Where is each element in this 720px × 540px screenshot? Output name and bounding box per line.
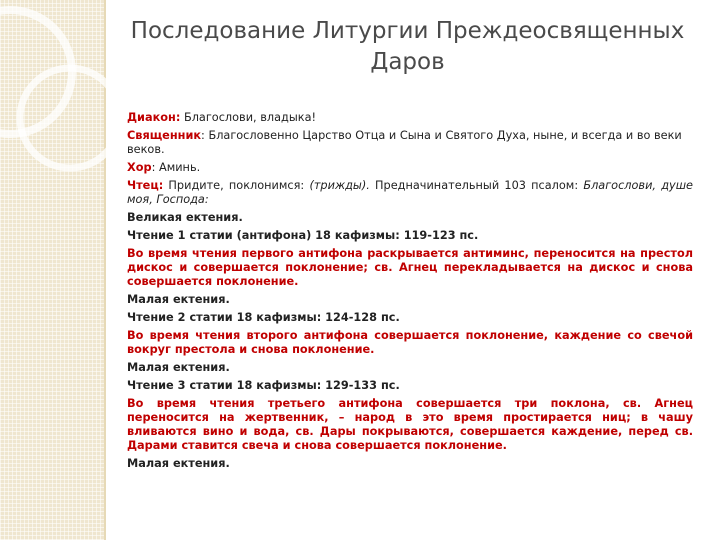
title-line-2: Даров bbox=[370, 49, 445, 75]
reader-trizhdy: (трижды). bbox=[309, 179, 370, 192]
line-reader bbox=[127, 179, 693, 207]
slide-title bbox=[120, 16, 695, 78]
rubric-2: Во время чтения второго антифона совершается поклонение, каждение со свечой вокруг престола и снова поклонение. bbox=[127, 329, 693, 356]
speaker-priest: Священник bbox=[127, 129, 202, 142]
reader-psalm-incipit: Благослови, душе моя, Господа: bbox=[127, 179, 693, 206]
great-litany: Великая ектения. bbox=[127, 211, 243, 224]
choir-text: : Аминь. bbox=[151, 161, 201, 174]
priest-text: : Благословенно Царство Отца и Сына и Святого Духа, ныне, и всегда и во веки веков. bbox=[127, 129, 682, 156]
reader-text-1: Придите, поклонимся: bbox=[163, 179, 310, 192]
line-deacon bbox=[127, 111, 693, 125]
rubric-3-red: Во время чтения третьего антифона совершается три поклона, св. Агнец переносится на жертвенник, – bbox=[127, 397, 693, 424]
reading-2: Чтение 2 статии 18 кафизмы: 124-128 пс. bbox=[127, 311, 400, 324]
speaker-deacon: Диакон: bbox=[127, 111, 181, 124]
liturgy-text bbox=[127, 111, 693, 475]
reading-1: Чтение 1 статии (антифона) 18 кафизмы: 119-123 пс. bbox=[127, 229, 479, 242]
decorative-circles bbox=[0, 0, 120, 200]
reading-3: Чтение 3 статии 18 кафизмы: 129-133 пс. bbox=[127, 379, 400, 392]
small-litany-1: Малая ектения. bbox=[127, 293, 230, 306]
speaker-reader: Чтец: bbox=[127, 179, 164, 192]
small-litany-2: Малая ектения. bbox=[127, 361, 230, 374]
reader-text-2: Предначинательный 103 псалом: bbox=[369, 179, 584, 192]
rubric-3-rest: народ в это время простирается ниц; в чашу вливаются вино и вода, св. Дары покрываются, совершается каждение, перед св. Дарами ставится свеча и снова совершается поклонение. bbox=[127, 411, 693, 452]
small-litany-3: Малая ектения. bbox=[127, 457, 230, 470]
rubric-3 bbox=[127, 397, 693, 453]
deacon-text: Благослови, владыка! bbox=[180, 111, 317, 124]
title-line-1: Последование Литургии Преждеосвященных bbox=[130, 18, 685, 44]
line-choir bbox=[127, 161, 693, 175]
line-priest bbox=[127, 129, 693, 157]
rubric-1: Во время чтения первого антифона раскрывается антиминс, переносится на престол дискос и совершается поклонение; св. Агнец перекладывается на дискос и снова совершается поклонение. bbox=[127, 247, 693, 288]
speaker-choir: Хор bbox=[127, 161, 152, 174]
